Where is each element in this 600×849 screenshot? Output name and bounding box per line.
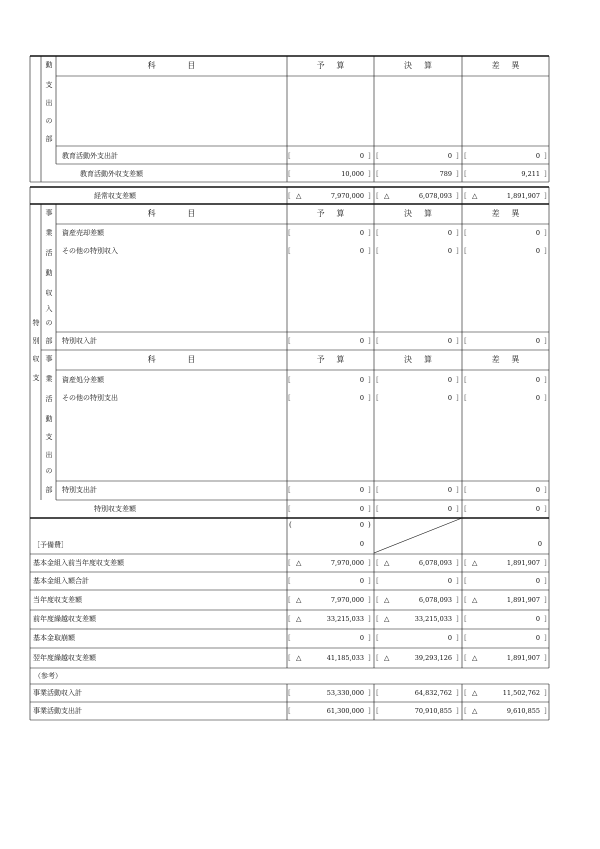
budget-value: 0 xyxy=(359,505,364,513)
bracket: ] xyxy=(456,229,459,237)
bracket: [ xyxy=(288,615,291,623)
bracket: [ xyxy=(464,229,467,237)
negative-mark: △ xyxy=(296,654,302,662)
negative-mark: △ xyxy=(296,559,302,567)
side-label: 支 xyxy=(45,81,53,89)
result-value: 33,215,033 xyxy=(414,615,452,623)
result-value: 0 xyxy=(447,229,452,237)
bracket: ] xyxy=(368,486,371,494)
result-header xyxy=(374,56,462,76)
row-label: 資産処分差額 xyxy=(62,375,104,384)
bracket: [ xyxy=(464,486,467,494)
bracket: ] xyxy=(368,170,371,178)
budget-value: 53,330,000 xyxy=(326,689,364,697)
side-label: 部 xyxy=(45,486,53,494)
row-label: 教育活動外収支差額 xyxy=(80,169,143,178)
bracket: ] xyxy=(544,376,547,384)
bracket: [ xyxy=(288,229,291,237)
bracket: [ xyxy=(376,689,379,697)
bracket: [ xyxy=(376,152,379,160)
bracket: [ xyxy=(376,247,379,255)
diff-header xyxy=(462,204,549,224)
side-label: 出 xyxy=(45,451,53,459)
bracket: [ xyxy=(376,229,379,237)
row-label: 教育活動外支出計 xyxy=(62,151,118,160)
header-char: 予 xyxy=(316,355,325,364)
bracket: ] xyxy=(544,707,547,715)
bracket: [ xyxy=(288,634,291,642)
bracket: [ xyxy=(464,192,467,200)
bracket: [ xyxy=(464,689,467,697)
header-char: 差 xyxy=(491,209,500,218)
budget-value: 0 xyxy=(359,486,364,494)
bracket: ] xyxy=(544,596,547,604)
result-value: 0 xyxy=(447,152,452,160)
negative-mark: △ xyxy=(472,596,478,604)
side-label: 別 xyxy=(32,337,40,345)
bracket: ] xyxy=(368,229,371,237)
result-value: 0 xyxy=(447,394,452,402)
bracket: ] xyxy=(456,152,459,160)
bracket: ] xyxy=(544,152,547,160)
bracket: [ xyxy=(288,689,291,697)
result-value: 0 xyxy=(447,634,452,642)
result-value: 0 xyxy=(447,337,452,345)
bracket: ] xyxy=(544,229,547,237)
negative-mark: △ xyxy=(472,689,478,697)
side-label: 特 xyxy=(32,319,40,327)
bracket: ] xyxy=(544,559,547,567)
bracket: ] xyxy=(368,247,371,255)
bracket: ] xyxy=(456,170,459,178)
negative-mark: △ xyxy=(296,615,302,623)
row-label: 前年度繰越収支差額 xyxy=(33,614,96,623)
side-label: 収 xyxy=(45,289,53,297)
bracket: ] xyxy=(456,707,459,715)
diff-value: 0 xyxy=(535,577,540,585)
header-char: 算 xyxy=(336,209,345,218)
diff-value: 9,211 xyxy=(521,170,540,178)
subject-header xyxy=(56,204,287,224)
bracket: ] xyxy=(544,634,547,642)
bracket: ] xyxy=(368,689,371,697)
row-label: 基本金組入額合計 xyxy=(33,576,89,585)
diff-value: 1,891,907 xyxy=(506,654,540,662)
side-label: 入 xyxy=(45,305,53,313)
bracket: ] xyxy=(368,152,371,160)
header-char: 算 xyxy=(424,61,432,70)
bracket: ] xyxy=(544,394,547,402)
result-value: 64,832,762 xyxy=(414,689,452,697)
diff-header xyxy=(462,350,549,370)
bracket: [ xyxy=(464,559,467,567)
result-value: 0 xyxy=(447,247,452,255)
header-char: 目 xyxy=(187,209,196,218)
bracket: ] xyxy=(456,615,459,623)
side-label: 事 xyxy=(45,209,53,217)
diff-value: 1,891,907 xyxy=(506,192,540,200)
header-char: 決 xyxy=(404,355,412,364)
side-label: 動 xyxy=(45,415,53,423)
bracket: [ xyxy=(288,707,291,715)
side-label: 活 xyxy=(45,395,53,403)
diff-value: 0 xyxy=(535,615,540,623)
bracket: ] xyxy=(368,707,371,715)
budget-header xyxy=(287,350,374,370)
row-label: 当年度収支差額 xyxy=(33,595,82,604)
subject-header xyxy=(56,350,287,370)
negative-mark: △ xyxy=(296,596,302,604)
bracket: ] xyxy=(544,505,547,513)
header-char: 決 xyxy=(404,61,412,70)
row-label: ［予備費］ xyxy=(33,540,68,549)
budget-header xyxy=(287,204,374,224)
bracket: [ xyxy=(464,170,467,178)
diff-header xyxy=(462,56,549,76)
bracket: [ xyxy=(288,170,291,178)
diff-value: 0 xyxy=(535,394,540,402)
result-value: 0 xyxy=(447,577,452,585)
bracket: ] xyxy=(368,192,371,200)
bracket: [ xyxy=(288,394,291,402)
diff-value: 0 xyxy=(535,247,540,255)
bracket: [ xyxy=(376,170,379,178)
budget-value: 7,970,000 xyxy=(330,559,364,567)
row-label: 事業活動支出計 xyxy=(33,706,82,715)
header-char: 予 xyxy=(316,61,325,70)
bracket: ] xyxy=(544,689,547,697)
bracket: ] xyxy=(456,337,459,345)
header-char: 異 xyxy=(511,209,520,218)
negative-mark: △ xyxy=(384,559,390,567)
side-label: の xyxy=(45,319,53,327)
result-value: 0 xyxy=(447,376,452,384)
budget-value: 0 xyxy=(359,540,364,548)
result-value: 70,910,855 xyxy=(414,707,452,715)
result-value: 0 xyxy=(447,486,452,494)
negative-mark: △ xyxy=(472,192,478,200)
budget-value: 0 xyxy=(359,634,364,642)
bracket: ] xyxy=(544,486,547,494)
bracket: [ xyxy=(464,596,467,604)
budget-value: 0 xyxy=(359,229,364,237)
budget-value: 7,970,000 xyxy=(330,596,364,604)
bracket: [ xyxy=(288,486,291,494)
side-label: 部 xyxy=(45,337,53,345)
result-value: 6,078,093 xyxy=(418,559,452,567)
bracket: [ xyxy=(288,192,291,200)
bracket: [ xyxy=(376,486,379,494)
budget-paren-value: 0 xyxy=(359,521,364,529)
row-label: 資産売却差額 xyxy=(62,228,104,237)
diff-value: 0 xyxy=(535,486,540,494)
bracket: [ xyxy=(376,707,379,715)
bracket: ] xyxy=(456,505,459,513)
diff-value: 0 xyxy=(535,152,540,160)
bracket: ] xyxy=(368,337,371,345)
header-char: 異 xyxy=(511,355,520,364)
result-value: 39,293,126 xyxy=(414,654,452,662)
row-label: 基本金取崩額 xyxy=(33,633,75,642)
side-label: 業 xyxy=(45,375,53,383)
side-label: 動 xyxy=(45,61,53,69)
bracket: ] xyxy=(368,376,371,384)
row-label: 経常収支差額 xyxy=(94,191,136,200)
bracket: ] xyxy=(368,634,371,642)
bracket: ] xyxy=(544,615,547,623)
header-char: 科 xyxy=(147,355,156,364)
bracket: [ xyxy=(464,152,467,160)
negative-mark: △ xyxy=(296,192,302,200)
bracket: [ xyxy=(376,559,379,567)
header-char: 科 xyxy=(147,209,156,218)
row-label: 特別収支差額 xyxy=(94,504,136,513)
diff-value: 0 xyxy=(535,229,540,237)
bracket: [ xyxy=(376,615,379,623)
bracket: [ xyxy=(376,192,379,200)
bracket: [ xyxy=(464,577,467,585)
budget-value: 61,300,000 xyxy=(326,707,364,715)
bracket: [ xyxy=(288,559,291,567)
bracket: ] xyxy=(368,615,371,623)
result-value: 6,078,093 xyxy=(418,596,452,604)
side-label: 業 xyxy=(45,229,53,237)
bracket: ] xyxy=(456,559,459,567)
bracket: [ xyxy=(464,376,467,384)
bracket: [ xyxy=(376,376,379,384)
negative-mark: △ xyxy=(472,559,478,567)
bracket: [ xyxy=(288,505,291,513)
side-label: 出 xyxy=(45,99,53,107)
diff-value: 1,891,907 xyxy=(506,596,540,604)
diff-value: 1,891,907 xyxy=(506,559,540,567)
bracket: [ xyxy=(464,634,467,642)
bracket: ] xyxy=(456,247,459,255)
bracket: ] xyxy=(544,247,547,255)
header-char: 予 xyxy=(316,209,325,218)
bracket: ] xyxy=(368,577,371,585)
bracket: [ xyxy=(288,247,291,255)
budget-value: 0 xyxy=(359,577,364,585)
side-label: 支 xyxy=(32,374,40,382)
bracket: ] xyxy=(456,596,459,604)
budget-value: 41,185,033 xyxy=(326,654,364,662)
bracket: [ xyxy=(288,577,291,585)
bracket: [ xyxy=(288,152,291,160)
budget-value: 0 xyxy=(359,337,364,345)
side-label: 動 xyxy=(45,269,53,277)
result-header xyxy=(374,350,462,370)
bracket: [ xyxy=(464,654,467,662)
bracket: [ xyxy=(376,505,379,513)
bracket: ] xyxy=(368,505,371,513)
paren: ) xyxy=(368,521,371,529)
bracket: [ xyxy=(464,337,467,345)
bracket: ] xyxy=(368,596,371,604)
diff-value: 0 xyxy=(535,505,540,513)
row-label: 特別支出計 xyxy=(62,485,97,494)
bracket: ] xyxy=(544,337,547,345)
bracket: ] xyxy=(368,394,371,402)
bracket: [ xyxy=(288,337,291,345)
header-char: 目 xyxy=(187,355,196,364)
bracket: ] xyxy=(368,654,371,662)
bracket: [ xyxy=(464,247,467,255)
budget-value: 0 xyxy=(359,247,364,255)
row-label: 翌年度繰越収支差額 xyxy=(33,653,96,662)
bracket: [ xyxy=(376,577,379,585)
bracket: [ xyxy=(464,505,467,513)
diff-value: 0 xyxy=(535,376,540,384)
side-label: の xyxy=(45,467,53,475)
bracket: ] xyxy=(456,654,459,662)
bracket: [ xyxy=(464,394,467,402)
row-label: その他の特別支出 xyxy=(62,393,118,402)
side-label: 部 xyxy=(45,135,53,143)
side-label: 収 xyxy=(32,355,40,363)
bracket: ] xyxy=(544,192,547,200)
diff-value: 9,610,855 xyxy=(506,707,540,715)
bracket: [ xyxy=(376,634,379,642)
bracket: [ xyxy=(376,394,379,402)
result-value: 0 xyxy=(447,505,452,513)
negative-mark: △ xyxy=(472,707,478,715)
subject-header xyxy=(56,56,287,76)
row-label: 特別収入計 xyxy=(62,336,97,345)
bracket: [ xyxy=(288,376,291,384)
bracket: ] xyxy=(456,486,459,494)
bracket: ] xyxy=(456,634,459,642)
negative-mark: △ xyxy=(384,654,390,662)
side-label: 事 xyxy=(45,355,53,363)
header-char: 差 xyxy=(491,355,500,364)
budget-value: 0 xyxy=(359,152,364,160)
budget-value: 0 xyxy=(359,376,364,384)
diff-value: 0 xyxy=(535,634,540,642)
bracket: [ xyxy=(376,654,379,662)
result-value: 789 xyxy=(439,170,452,178)
side-label: 活 xyxy=(45,249,53,257)
row-label: その他の特別収入 xyxy=(62,246,118,255)
side-label: の xyxy=(45,117,53,125)
negative-mark: △ xyxy=(472,654,478,662)
bracket: [ xyxy=(288,596,291,604)
bracket: [ xyxy=(464,615,467,623)
header-char: 算 xyxy=(424,355,432,364)
diff-value: 0 xyxy=(537,540,542,548)
bracket: ] xyxy=(456,376,459,384)
paren: ( xyxy=(289,521,292,529)
result-header xyxy=(374,204,462,224)
budget-value: 7,970,000 xyxy=(330,192,364,200)
bracket: [ xyxy=(464,707,467,715)
reference-label: （参考） xyxy=(34,671,62,680)
budget-header xyxy=(287,56,374,76)
header-char: 異 xyxy=(511,61,520,70)
side-label: 支 xyxy=(45,433,53,441)
diff-value: 11,502,762 xyxy=(502,689,540,697)
bracket: [ xyxy=(288,654,291,662)
result-value: 6,078,093 xyxy=(418,192,452,200)
bracket: ] xyxy=(368,559,371,567)
budget-value: 0 xyxy=(359,394,364,402)
budget-value: 33,215,033 xyxy=(326,615,364,623)
bracket: ] xyxy=(456,689,459,697)
negative-mark: △ xyxy=(384,192,390,200)
bracket: [ xyxy=(376,596,379,604)
header-char: 決 xyxy=(404,209,412,218)
bracket: ] xyxy=(456,192,459,200)
header-char: 差 xyxy=(491,61,500,70)
negative-mark: △ xyxy=(384,615,390,623)
header-char: 算 xyxy=(336,355,345,364)
bracket: ] xyxy=(456,394,459,402)
row-label: 基本金組入前当年度収支差額 xyxy=(33,558,124,567)
bracket: [ xyxy=(376,337,379,345)
diff-value: 0 xyxy=(535,337,540,345)
header-char: 目 xyxy=(187,61,196,70)
bracket: ] xyxy=(544,577,547,585)
header-char: 科 xyxy=(147,61,156,70)
header-char: 算 xyxy=(336,61,345,70)
bracket: ] xyxy=(544,654,547,662)
bracket: ] xyxy=(544,170,547,178)
budget-value: 10,000 xyxy=(341,170,364,178)
header-char: 算 xyxy=(424,209,432,218)
bracket: ] xyxy=(456,577,459,585)
negative-mark: △ xyxy=(384,596,390,604)
row-label: 事業活動収入計 xyxy=(33,688,82,697)
